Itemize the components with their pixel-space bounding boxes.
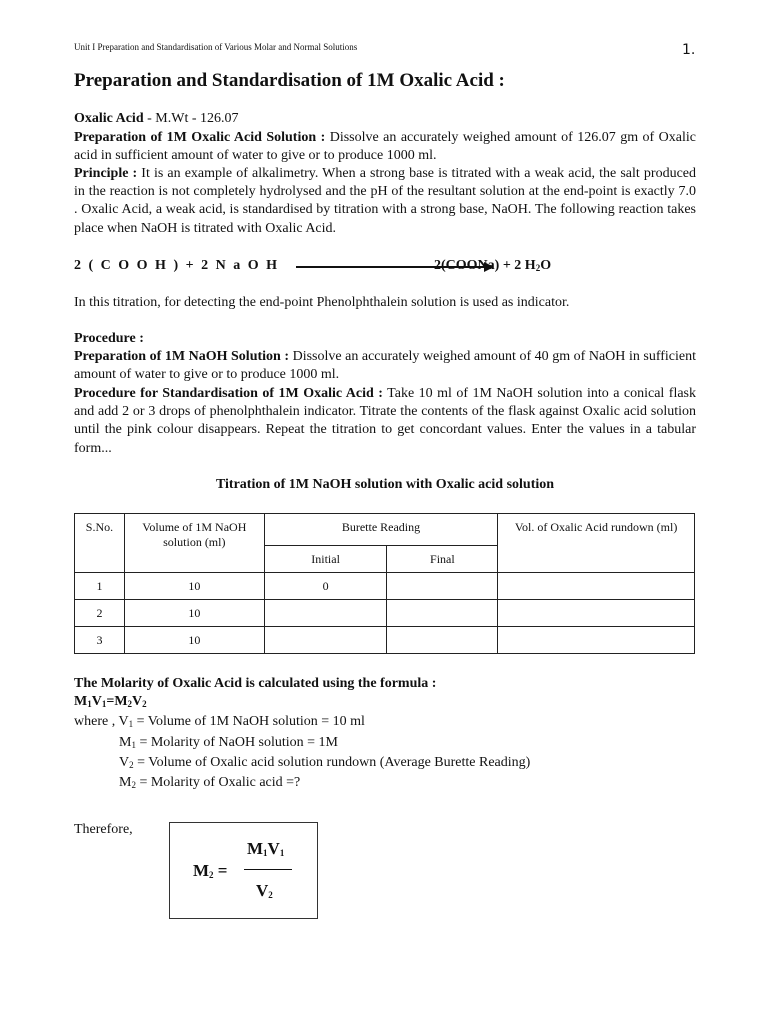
oxalic-label: Oxalic Acid (74, 111, 144, 126)
equation-rhs: 2(COONa) + 2 $H_2O$ (434, 258, 552, 273)
cell-final (387, 627, 498, 654)
formula-m2: $M_2$ = Molarity of Oxalic acid =? (119, 775, 301, 791)
cell-volume: 10 (124, 627, 264, 654)
cell-initial: 0 (264, 573, 387, 600)
standardisation-paragraph (74, 385, 696, 458)
final-formula-lhs: $M_2$ = (193, 861, 228, 880)
formula-v2: $V_2$ = Volume of Oxalic acid solution rundown (Average Burette Reading) (119, 754, 531, 770)
final-formula-denominator: $V_2$ (256, 881, 273, 900)
prep-oxalic-paragraph (74, 129, 696, 165)
cell-final (387, 573, 498, 600)
prep-naoh-paragraph (74, 348, 696, 384)
cell-rundown (498, 573, 695, 600)
cell-sno: 3 (75, 627, 125, 654)
table-row (75, 573, 695, 600)
header-volume: Volume of 1M NaOH solution (ml) (124, 514, 264, 573)
titration-table (74, 513, 695, 654)
cell-volume: 10 (124, 573, 264, 600)
principle-paragraph (74, 165, 696, 238)
cell-final (387, 600, 498, 627)
fraction-bar (244, 869, 292, 870)
cell-rundown (498, 627, 695, 654)
table-row (75, 600, 695, 627)
formula-m1v1-m2v2: $M_1V_1=M_2V_2$ (74, 694, 147, 710)
principle-text: It is an example of alkalimetry. When a strong base is titrated with a weak acid, the salt produced in the reaction is not completely hydrolysed and the pH of the resultant solution at the end-point is exactly 7.0 . Oxalic Acid, a weak acid, is standardised by titration with a strong base, NaOH. The following reaction takes place when NaOH is titrated with Oxalic Acid. (74, 166, 696, 236)
reaction-equation (74, 258, 696, 278)
formula-m1: $M_1$ = Molarity of NaOH solution = 1M (119, 734, 339, 750)
oxalic-mwt: - M.Wt - 126.07 (143, 111, 239, 126)
equation-lhs: 2 ( C O O H ) + 2 N a O H (74, 258, 279, 273)
running-header: Unit I Preparation and Standardisation of Various Molar and Normal Solutions (74, 42, 358, 52)
cell-volume: 10 (124, 600, 264, 627)
standardisation-text: Take 10 ml of 1M NaOH solution into a conical flask and add 2 or 3 drops of phenolphthalein indicator. Titrate the contents of the flask against Oxalic acid solution until the pink colour disappears. Repeat the titration to get concordant values. Enter the values in a tabular form... (74, 386, 697, 456)
header-burette: Burette Reading (264, 514, 498, 546)
prep-naoh-label: Preparation of 1M NaOH Solution : (74, 349, 290, 364)
formula-where-v1: where , $V_1$ = Volume of 1M NaOH solution = 10 ml (74, 714, 365, 730)
header-rundown: Vol. of Oxalic Acid rundown (ml) (498, 514, 695, 573)
oxalic-mwt-line (74, 110, 696, 128)
principle-label: Principle : (74, 166, 138, 181)
page-title: Preparation and Standardisation of 1M Oxalic Acid : (74, 70, 505, 91)
cell-sno: 2 (75, 600, 125, 627)
final-formula-numerator: $M_1V_1$ (247, 839, 285, 858)
header-final: Final (387, 546, 498, 573)
prep-naoh-text: Dissolve an accurately weighed amount of 40 gm of NaOH in sufficient amount of water to give or to produce 1000 ml. (74, 349, 696, 383)
header-sno: S.No. (75, 514, 125, 573)
table-row (75, 627, 695, 654)
therefore-label: Therefore, (74, 822, 133, 837)
cell-sno: 1 (75, 573, 125, 600)
table-title: Titration of 1M NaOH solution with Oxalic acid solution (215, 477, 555, 492)
final-formula-box (169, 822, 318, 919)
formula-heading: The Molarity of Oxalic Acid is calculated using the formula : (74, 676, 437, 691)
molarity-formula-section (74, 675, 530, 794)
header-initial: Initial (264, 546, 387, 573)
prep-oxalic-text: Dissolve an accurately weighed amount of 126.07 gm of Oxalic acid in sufficient amount of water to give or to produce 1000 ml. (74, 130, 696, 164)
cell-initial (264, 600, 387, 627)
indicator-text: In this titration, for detecting the end-point Phenolphthalein solution is used as indicator. (74, 295, 570, 310)
standardisation-label: Procedure for Standardisation of 1M Oxalic Acid : (74, 386, 383, 401)
cell-rundown (498, 600, 695, 627)
cell-initial (264, 627, 387, 654)
procedure-heading: Procedure : (74, 331, 144, 346)
prep-oxalic-label: Preparation of 1M Oxalic Acid Solution : (74, 130, 326, 145)
page-number: 1. (682, 42, 696, 58)
